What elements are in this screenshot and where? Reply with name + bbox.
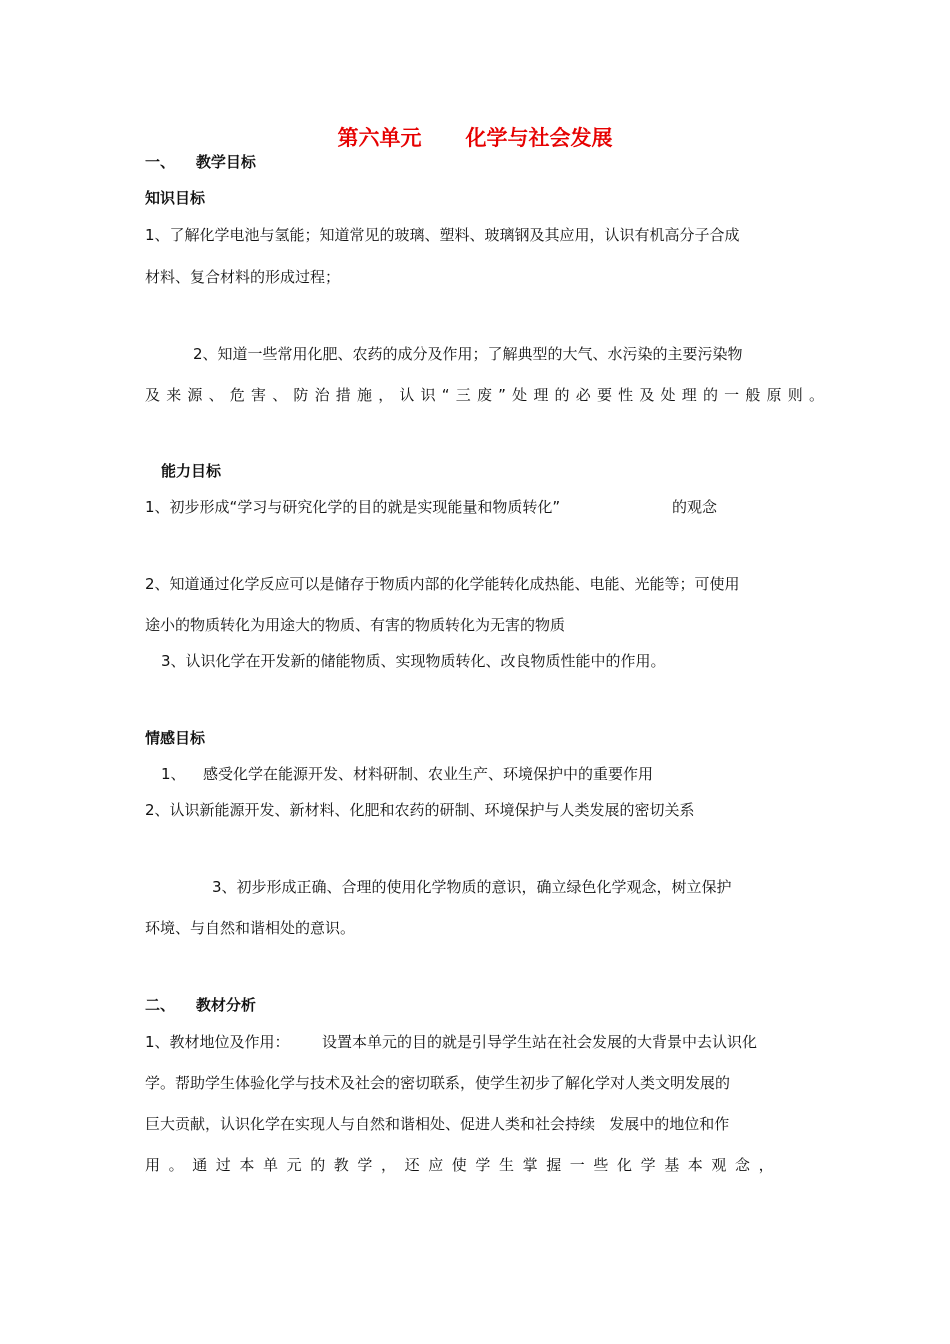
knowledge-item1-line2: 材料、复合材料的形成过程； <box>145 268 341 286</box>
ability-item2-line2: 途小的物质转化为用途大的物质、有害的物质转化为无害的物质 <box>145 616 566 634</box>
emotion-item1-text: 感受化学在能源开发、材料研制、农业生产、环境保护中的重要作用 <box>203 765 654 783</box>
title-unit: 第六单元 <box>337 126 422 150</box>
emotion-heading: 情感目标 <box>145 729 206 747</box>
knowledge-heading: 知识目标 <box>145 189 206 207</box>
knowledge-item1-line1: 1、了解化学电池与氢能；知道常见的玻璃、塑料、玻璃钢及其应用，认识有机高分子合成 <box>145 226 740 244</box>
knowledge-item2-line1: 2、知道一些常用化肥、农药的成分及作用；了解典型的大气、水污染的主要污染物 <box>193 345 743 363</box>
analysis-item1-label: 1、教材地位及作用： <box>145 1033 290 1051</box>
title-topic: 化学与社会发展 <box>465 126 613 150</box>
ability-heading: 能力目标 <box>161 462 222 480</box>
ability-item3: 3、认识化学在开发新的储能物质、实现物质转化、改良物质性能中的作用。 <box>161 652 666 670</box>
emotion-item2: 2、认识新能源开发、新材料、化肥和农药的研制、环境保护与人类发展的密切关系 <box>145 801 695 819</box>
section1-heading: 一、 教学目标 <box>145 153 256 171</box>
analysis-item1-line3: 巨大贡献，认识化学在实现人与自然和谐相处、促进人类和社会持续 发展中的地位和作 <box>145 1115 730 1133</box>
emotion-item3-line1: 3、初步形成正确、合理的使用化学物质的意识，确立绿色化学观念，树立保护 <box>212 878 732 896</box>
ability-item2-line1: 2、知道通过化学反应可以是储存于物质内部的化学能转化成热能、电能、光能等；可使用 <box>145 575 740 593</box>
ability-item1-tail: 的观念 <box>672 498 718 516</box>
ability-item1: 1、初步形成“学习与研究化学的目的就是实现能量和物质转化” <box>145 498 561 516</box>
document-title <box>0 124 950 152</box>
analysis-item1-line4: 用。通过本单元的教学，还应使学生掌握一些化学基本观念， <box>145 1156 783 1174</box>
emotion-item3-line2: 环境、与自然和谐相处的意识。 <box>145 919 356 937</box>
section2-heading: 二、 教材分析 <box>145 996 256 1014</box>
emotion-item1-number: 1、 <box>161 765 186 783</box>
analysis-item1-line1: 设置本单元的目的就是引导学生站在社会发展的大背景中去认识化 <box>322 1033 758 1051</box>
knowledge-item2-line2: 及来源、危害、防治措施，认识“三废”处理的必要性及处理的一般原则。 <box>145 386 831 404</box>
analysis-item1-line2: 学。帮助学生体验化学与技术及社会的密切联系，使学生初步了解化学对人类文明发展的 <box>145 1074 731 1092</box>
